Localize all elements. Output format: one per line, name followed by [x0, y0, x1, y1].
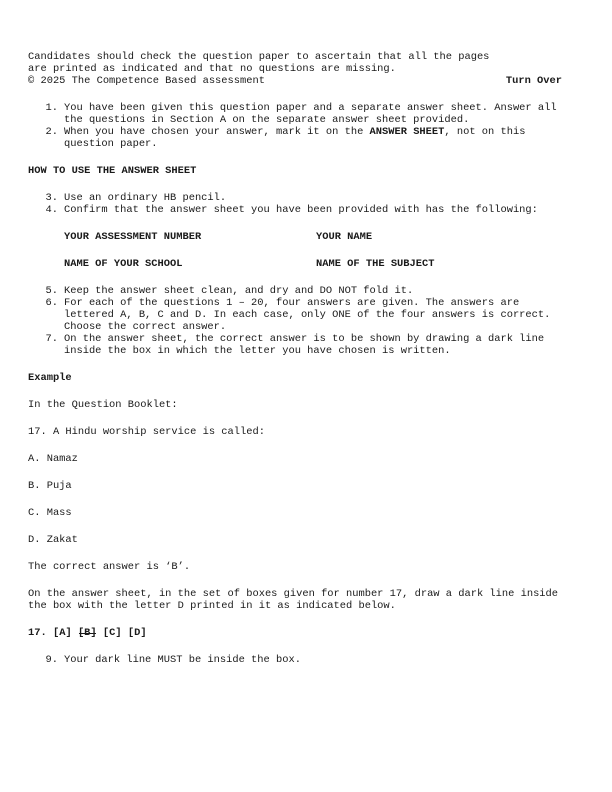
instruction-number: 5.	[45, 285, 58, 297]
sheet-instruction: On the answer sheet, in the set of boxes given for number 17, draw a dark line inside the box with the letter D printed in it as indicated below.	[28, 588, 559, 612]
instructions-list-3	[28, 285, 564, 357]
option-a: A. Namaz	[28, 453, 78, 465]
instruction-text: Your dark line MUST be inside the box.	[64, 654, 301, 666]
instruction-item	[28, 297, 564, 333]
field-row	[64, 231, 564, 243]
instruction-text: For each of the questions 1 – 20, four answers are given. The answers are lettered A, B, C and D. In each case, only ONE of the four answers is correct. Choose the correct answer.	[64, 297, 551, 333]
correct-answer-text: The correct answer is ‘B’.	[28, 561, 191, 573]
option-d: D. Zakat	[28, 534, 78, 546]
intro-line-2: are printed as indicated and that no questions are missing.	[28, 63, 396, 75]
answer-row-number: 17.	[28, 627, 47, 639]
instruction-number: 9.	[45, 654, 58, 666]
instruction-item	[28, 102, 564, 126]
instruction-number: 6.	[45, 297, 58, 309]
field-row	[64, 258, 564, 270]
answer-sheet-fields	[64, 231, 564, 270]
option-b: B. Puja	[28, 480, 72, 492]
answer-box-c: [C]	[102, 627, 122, 639]
copyright-text: © 2025 The Competence Based assessment	[28, 75, 265, 87]
turn-over-label: Turn Over	[505, 75, 562, 87]
answer-sheet-heading: HOW TO USE THE ANSWER SHEET	[28, 165, 197, 177]
instruction-item	[28, 333, 564, 357]
instruction-text: Use an ordinary HB pencil.	[64, 192, 227, 204]
example-heading: Example	[28, 372, 72, 384]
copyright-row	[28, 75, 564, 87]
instruction-text: On the answer sheet, the correct answer is to be shown by drawing a dark line inside the box in which the letter you have chosen is written.	[64, 333, 545, 357]
answer-box-a: [A]	[52, 627, 72, 639]
instruction-item	[28, 285, 564, 297]
instruction-text: Confirm that the answer sheet you have been provided with has the following:	[64, 204, 538, 216]
instruction-text: Keep the answer sheet clean, and dry and DO NOT fold it.	[64, 285, 414, 297]
answer-sheet-emphasis: ANSWER SHEET	[369, 126, 445, 138]
booklet-label: In the Question Booklet:	[28, 399, 178, 411]
option-c: C. Mass	[28, 507, 72, 519]
answer-row-example	[28, 627, 564, 639]
instruction-number: 4.	[45, 204, 58, 216]
instruction-number: 3.	[45, 192, 58, 204]
instruction-item	[28, 192, 564, 204]
answer-box-b: [B]	[77, 627, 97, 639]
instructions-list-2	[28, 192, 564, 216]
field-your-name: YOUR NAME	[316, 231, 373, 243]
exam-instructions-page	[28, 51, 564, 666]
intro-line-1: Candidates should check the question paper to ascertain that all the pages	[28, 51, 490, 63]
field-school-name: NAME OF YOUR SCHOOL	[64, 258, 183, 270]
answer-box-b-marked	[78, 627, 97, 639]
example-question: 17. A Hindu worship service is called:	[28, 426, 265, 438]
instruction-item	[28, 654, 564, 666]
field-subject-name: NAME OF THE SUBJECT	[316, 258, 435, 270]
instructions-list-4	[28, 654, 564, 666]
instruction-item	[28, 126, 564, 150]
instruction-number: 2.	[45, 126, 58, 138]
instruction-text-before: When you have chosen your answer, mark it on the	[64, 126, 370, 138]
instruction-number: 1.	[45, 102, 58, 114]
instructions-list-1	[28, 102, 564, 150]
answer-box-d: [D]	[127, 627, 147, 639]
dark-line-mark	[79, 633, 96, 634]
field-assessment-number: YOUR ASSESSMENT NUMBER	[64, 231, 202, 243]
instruction-number: 7.	[45, 333, 58, 345]
instruction-text: You have been given this question paper and a separate answer sheet. Answer all the questions in Section A on the separate answer sheet provided.	[64, 102, 557, 126]
instruction-text-after: , not on this question paper.	[64, 126, 526, 150]
instruction-item	[28, 204, 564, 216]
